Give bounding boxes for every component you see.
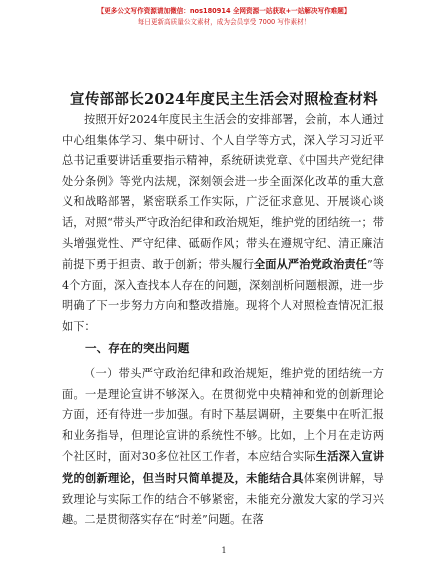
promo-banner — [0, 6, 448, 28]
section-text-bold: 生活深入宣讲党的创新理论，但当时只简单提及，未能结合具 — [62, 449, 384, 485]
section-paragraph — [62, 364, 384, 531]
promo-line-2: 每日更新高质量公文素材，成为会员享受 7000 写作素材！ — [137, 18, 311, 26]
document-title: 宣传部部长2024年度民主生活会对照检查材料 — [70, 91, 378, 108]
intro-text-part1: 按照开好2024年度民主生活会的安排部署，会前，本人通过中心组集体学习、集中研讨、个人自学等方式，深入学习习近平总书记重要讲话重要指示精神，系统研读党章、《中国共产党纪律处分条例》等党内法规，深刻领会进一步全面深化改革的重大意义和战略部署，紧密联系工作实际，广泛征求意见、开展谈心谈话，对照“带头严守政治纪律和政治规矩，维护党的团结统一；带头增强党性、严守纪律、砥砺作风；带头在遵规守纪、清正廉洁前提下勇于担责、敢于创新；带头履行 — [62, 113, 384, 272]
intro-paragraph — [62, 110, 384, 338]
intro-text-bold: 全面从严治党政治责任 — [254, 257, 367, 272]
section-text-part1: （一）带头严守政治纪律和政治规矩，维护党的团结统一方面。一是理论宣讲不够深入。在贯彻党中央精神和党的创新理论方面，还有待进一步加强。有时下基层调研，主要集中在听汇报和业务指导，但理论宣讲的系统性不够。比如，上个月在走访两个社区时，面对30多位社区工作者，本应结合实际 — [62, 367, 384, 464]
section-text-part2: 体案例讲解，导致理论与实际工作的结合不够紧密，未能充分激发大家的学习兴趣。二是贯彻落实存在“时差”问题。在落 — [62, 471, 384, 527]
promo-line-1: 【更多公文写作资源请加微信：nos180914 全网资源一站获取+一站解决写作难题】 — [97, 7, 351, 15]
page-number: 1 — [221, 546, 227, 555]
section-heading: 一、存在的突出问题 — [85, 341, 190, 355]
intro-text-part2: ”等4个方面，深入查找本人存在的问题，深刻剖析问题根源，进一步明确了下一步努力方向和整改措施。现将个人对照检查情况汇报如下： — [62, 258, 384, 333]
